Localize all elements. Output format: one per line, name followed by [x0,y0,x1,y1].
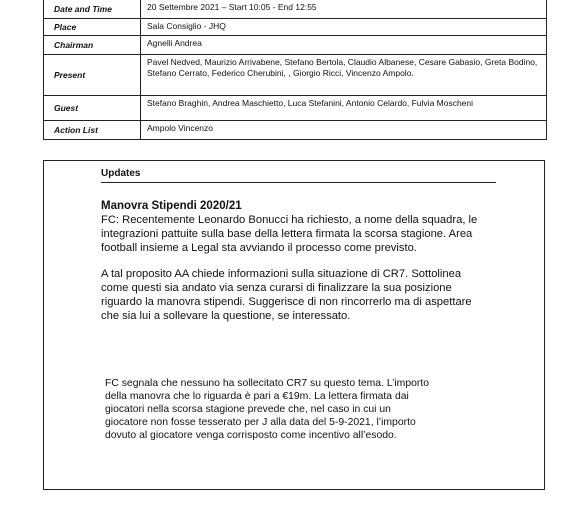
meta-row-date [44,0,546,19]
meta-value: Ampolo Vincenzo [147,123,213,133]
section-title: Manovra Stipendi 2020/21 [101,200,242,212]
meta-key: Chairman [44,36,141,54]
paragraph-3: FC segnala che nessuno ha sollecitato CR7 su questo tema. L’importo della manovra che lo riguarda è pari a €19m. La lettera firmata dai giocatori nella scorsa stagione prevede che, nel caso in cui un giocatore non fosse tesserato per J alla data del 5-9-2021, l’importo dovuto al giocatore venga corrisposto come incentivo all’esodo. [105,378,430,441]
meta-value: 20 Settembre 2021 – Start 10:05 - End 12:55 [147,2,317,12]
meta-key: Guest [44,96,141,120]
meta-key: Place [44,19,141,35]
updates-body [101,199,491,335]
meta-row-present [44,55,546,96]
paragraph-1: FC: Recentemente Leonardo Bonucci ha richiesto, a nome della squadra, le integrazioni pattuite sulla base della lettera firmata la scorsa stagione. Area football insieme a Legal sta avviando il processo come previsto. [101,214,478,254]
updates-heading: Updates [101,168,496,183]
meta-key: Present [44,55,141,95]
meta-value: Agnelli Andrea [147,38,202,48]
meta-value: Sala Consiglio - JHQ [147,21,226,31]
updates-section [43,160,545,490]
meta-row-guest [44,96,546,121]
meta-value: Stefano Braghin, Andrea Maschietto, Luca Stefanini, Antonio Celardo, Fulvia Moscheni [147,98,474,108]
meta-row-action-list [44,121,546,140]
meta-key: Action List [44,121,141,139]
meta-row-chairman [44,36,546,55]
meta-value: Pavel Nedved, Maurizio Arrivabene, Stefano Bertola, Claudio Albanese, Cesare Gabasio, Greta Bodino, Stefano Cerrato, Federico Cherubini, , Giorgio Ricci, Vincenzo Ampolo. [147,57,538,78]
meta-row-place [44,19,546,36]
meta-key: Date and Time [44,0,141,18]
paragraph-2: A tal proposito AA chiede informazioni sulla situazione di CR7. Sottolinea come questi sia andato via senza curarsi di finalizzare la sua posizione riguardo la manovra stipendi. Suggerisce di non rincorrerlo ma di aspettare che sia lui a sollevare la questione, se interessato. [101,268,472,322]
meeting-info-table [43,0,547,140]
